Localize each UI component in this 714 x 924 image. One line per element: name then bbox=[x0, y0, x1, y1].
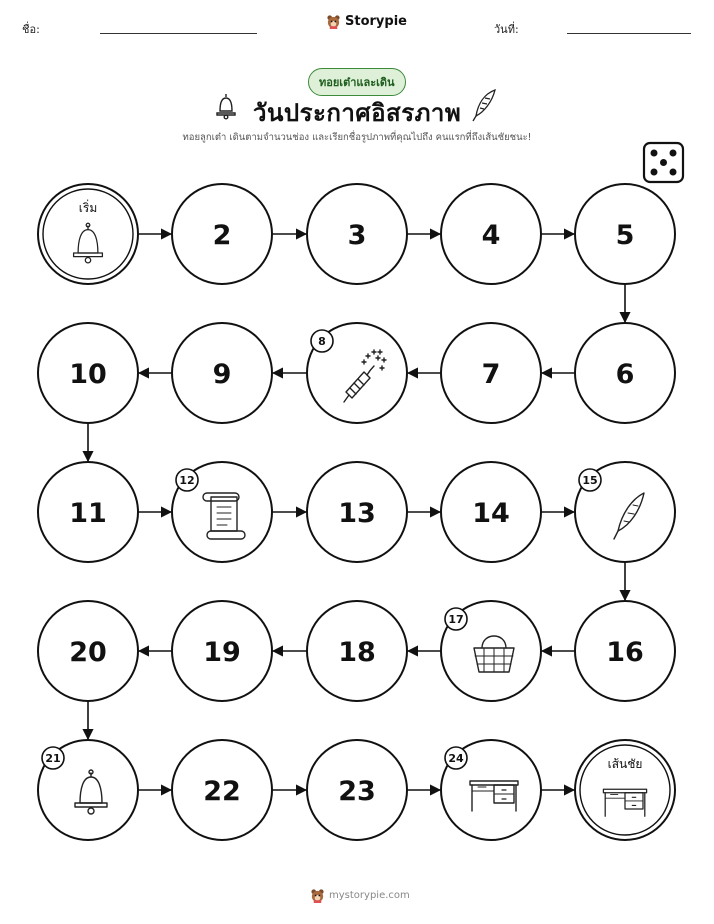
name-label: ชื่อ: bbox=[22, 23, 40, 36]
space-number: 13 bbox=[338, 498, 376, 529]
space-number: 7 bbox=[481, 359, 501, 390]
space-number: 3 bbox=[347, 220, 367, 251]
space-number: 9 bbox=[212, 359, 232, 390]
space-number: 17 bbox=[448, 613, 464, 626]
board-space[interactable] bbox=[172, 462, 272, 562]
space-number: 11 bbox=[69, 498, 107, 529]
board-space[interactable] bbox=[307, 462, 407, 562]
board-space[interactable] bbox=[441, 462, 541, 562]
board-space[interactable] bbox=[441, 601, 541, 701]
space-number: 12 bbox=[179, 474, 195, 487]
footer bbox=[310, 888, 410, 903]
board-space[interactable] bbox=[575, 601, 675, 701]
bear-logo-icon bbox=[310, 888, 325, 903]
space-number: 18 bbox=[338, 637, 376, 668]
board-space[interactable] bbox=[172, 740, 272, 840]
finish-space[interactable] bbox=[575, 740, 675, 840]
board-space[interactable] bbox=[307, 601, 407, 701]
space-number: 2 bbox=[212, 220, 232, 251]
board-space[interactable] bbox=[38, 601, 138, 701]
instructions-text: ทอยลูกเต๋า เดินตามจำนวนช่อง และเรียกชื่อรูปภาพที่คุณไปถึง คนแรกที่ถึงเส้นชัยชนะ! bbox=[182, 132, 532, 143]
board-space[interactable] bbox=[38, 323, 138, 423]
space-number: 8 bbox=[318, 335, 326, 348]
page-title: วันประกาศอิสรภาพ bbox=[253, 99, 462, 127]
start-space[interactable] bbox=[38, 184, 138, 284]
footer-url[interactable]: mystorypie.com bbox=[329, 890, 410, 901]
space-number: 21 bbox=[45, 752, 61, 765]
board-space[interactable] bbox=[307, 184, 407, 284]
board-space[interactable] bbox=[172, 323, 272, 423]
board-space[interactable] bbox=[172, 601, 272, 701]
space-number: 4 bbox=[481, 220, 501, 251]
board-space[interactable] bbox=[441, 740, 541, 840]
space-number: 24 bbox=[448, 752, 464, 765]
board-space[interactable] bbox=[575, 184, 675, 284]
board-space[interactable] bbox=[307, 740, 407, 840]
space-number: 20 bbox=[69, 637, 107, 668]
space-number: 14 bbox=[472, 498, 510, 529]
board-space[interactable] bbox=[575, 323, 675, 423]
board-space[interactable] bbox=[441, 184, 541, 284]
board-space[interactable] bbox=[38, 740, 138, 840]
finish-label: เส้นชัย bbox=[607, 757, 643, 771]
board-space[interactable] bbox=[575, 462, 675, 562]
space-number: 19 bbox=[203, 637, 241, 668]
brand-name: Storypie bbox=[345, 14, 407, 29]
date-label: วันที่: bbox=[494, 23, 519, 36]
board-space[interactable] bbox=[441, 323, 541, 423]
space-number: 22 bbox=[203, 776, 241, 807]
space-number: 23 bbox=[338, 776, 376, 807]
space-number: 16 bbox=[606, 637, 644, 668]
space-number: 10 bbox=[69, 359, 107, 390]
space-number: 6 bbox=[615, 359, 635, 390]
start-label: เริ่ม bbox=[78, 201, 98, 215]
space-number: 5 bbox=[615, 220, 635, 251]
board-space[interactable] bbox=[38, 462, 138, 562]
game-type-badge: ทอยเต๋าและเดิน bbox=[308, 68, 406, 96]
board-space[interactable] bbox=[172, 184, 272, 284]
board-space[interactable] bbox=[307, 323, 407, 423]
space-number: 15 bbox=[582, 474, 598, 487]
